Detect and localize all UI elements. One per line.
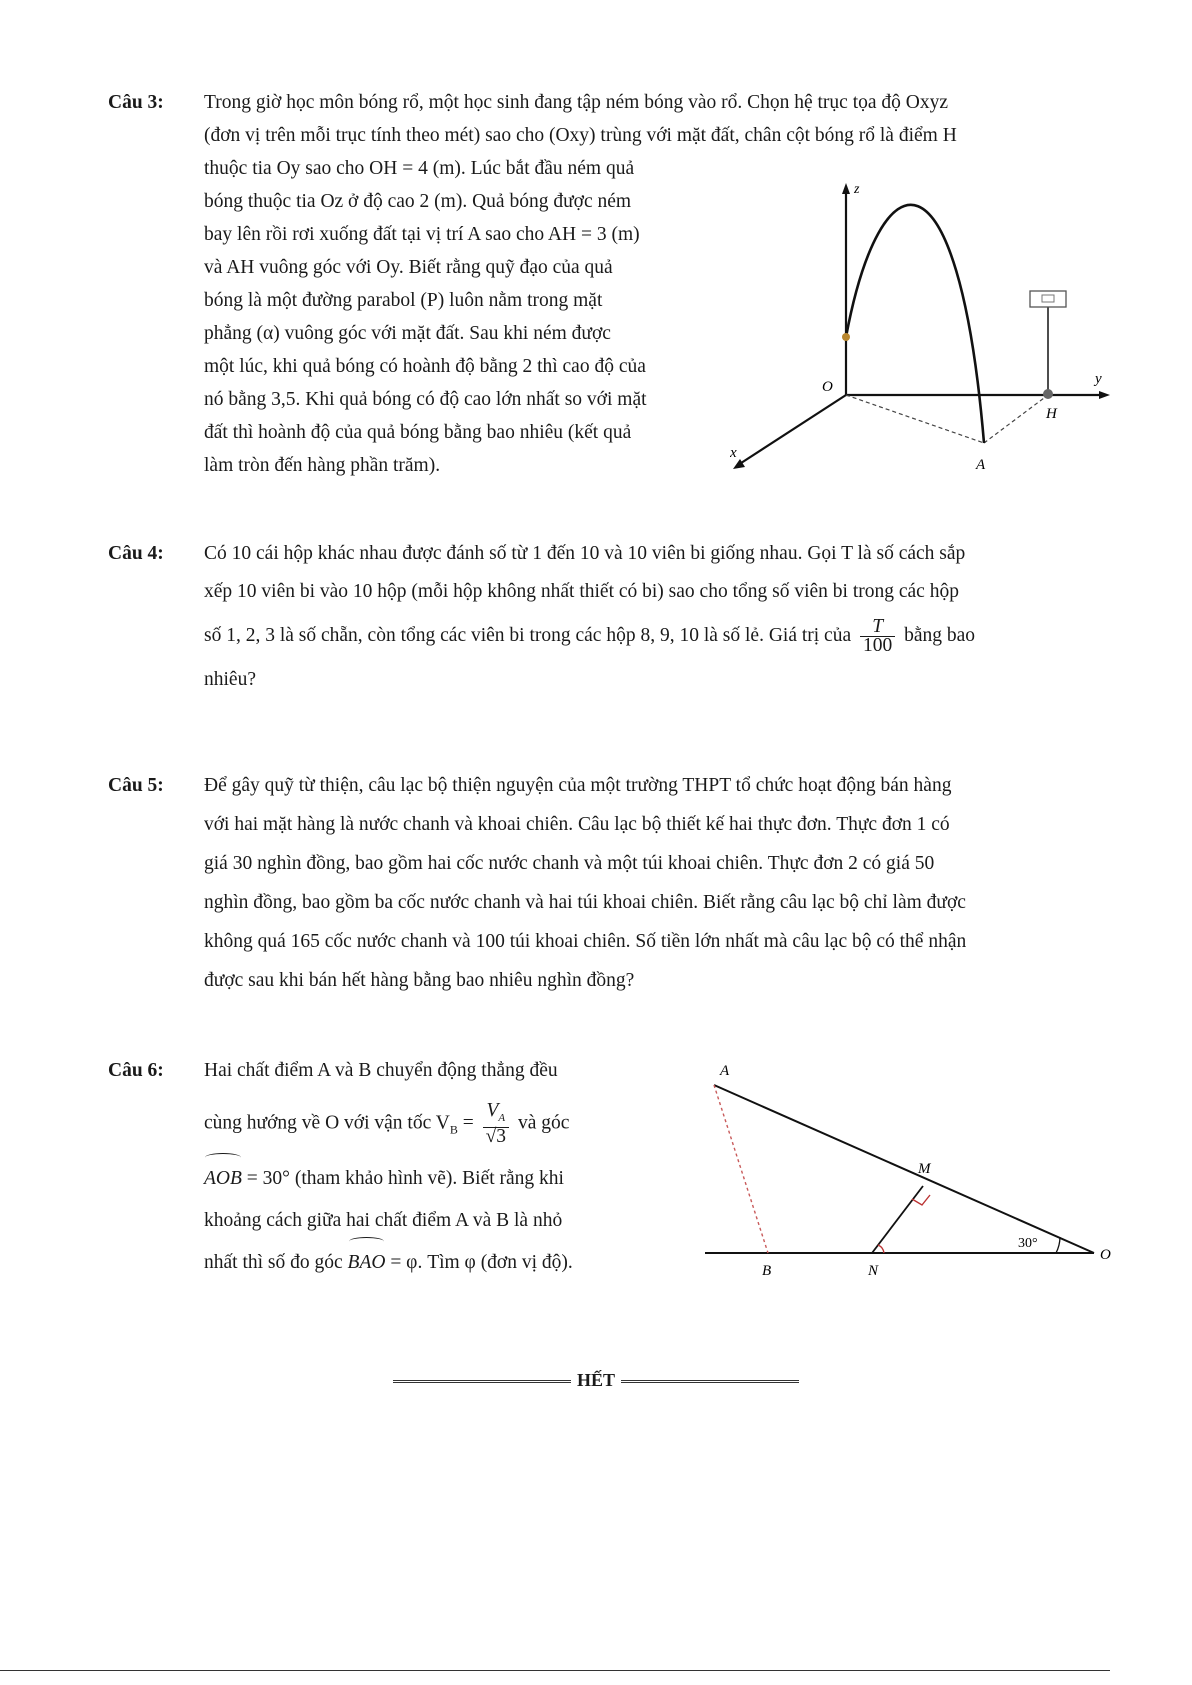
y-axis-arrow <box>1099 391 1110 399</box>
q3-line: bóng là một đường parabol (P) luôn nằm trong mặt <box>204 290 603 311</box>
q4-line3b: bằng bao <box>904 625 976 646</box>
q6-line5a: nhất thì số đo góc <box>204 1252 343 1274</box>
label-O: O <box>822 379 833 395</box>
q4-line3 <box>204 617 1108 655</box>
fraction-denominator: 100 <box>863 635 893 657</box>
angle-mark-O <box>1056 1237 1060 1253</box>
question-4-label: Câu 4: <box>108 543 164 564</box>
label-A: A <box>976 457 986 473</box>
label-A: A <box>720 1063 730 1079</box>
q3-line: (đơn vị trên mỗi trục tính theo mét) sao cho (Oxy) trùng với mặt đất, chân cột bóng rổ là điểm H <box>204 125 957 146</box>
q5-line: với hai mặt hàng là nước chanh và khoai chiên. Câu lạc bộ thiết kế hai thực đơn. Thực đơn 1 có <box>204 814 950 835</box>
fraction-numerator: T <box>860 618 895 637</box>
label-O: O <box>1100 1247 1111 1263</box>
ball-start-point <box>842 333 850 341</box>
x-axis <box>738 395 846 465</box>
q5-line: được sau khi bán hết hàng bằng bao nhiêu nghìn đồng? <box>204 970 635 991</box>
end-rule-left <box>393 1380 571 1383</box>
q6-line2 <box>204 1102 660 1150</box>
parabola-trajectory <box>846 205 984 443</box>
q6-line: khoảng cách giữa hai chất điểm A và B là nhỏ <box>204 1210 563 1232</box>
dashed-AH <box>984 395 1048 443</box>
va-symbol: V <box>486 1100 499 1121</box>
motion-figure <box>700 1055 1120 1285</box>
q4-line: xếp 10 viên bi vào 10 hộp (mỗi hộp không nhất thiết có bi) sao cho tổng số viên bi trong các hộp <box>204 581 959 602</box>
pole-base <box>1043 389 1053 399</box>
q3-line: Trong giờ học môn bóng rổ, một học sinh đang tập ném bóng vào rổ. Chọn hệ trục tọa độ Oxyz <box>204 92 948 113</box>
bottom-border <box>0 1670 1110 1671</box>
question-3-label: Câu 3: <box>108 92 164 113</box>
q3-line: phẳng (α) vuông góc với mặt đất. Sau khi ném được <box>204 323 611 344</box>
q3-line: làm tròn đến hàng phần trăm). <box>204 455 441 476</box>
fraction-denominator: √3 <box>485 1125 507 1147</box>
label-30deg: 30° <box>1018 1236 1038 1251</box>
q3-line: bay lên rồi rơi xuống đất tại vị trí A sao cho AH = 3 (m) <box>204 224 640 245</box>
q3-line: một lúc, khi quả bóng có hoành độ bằng 2 thì cao độ của <box>204 356 646 377</box>
vb-subscript: B <box>449 1122 458 1137</box>
q6-line: Hai chất điểm A và B chuyển động thẳng đều <box>204 1060 558 1081</box>
label-H: H <box>1046 406 1057 422</box>
label-B: B <box>762 1263 772 1279</box>
end-rule-right <box>621 1380 799 1383</box>
basketball-figure <box>730 175 1130 495</box>
line-AO <box>714 1085 1094 1253</box>
q5-line: giá 30 nghìn đồng, bao gồm hai cốc nước chanh và một túi khoai chiên. Thực đơn 2 có giá 50 <box>204 853 935 874</box>
segment-NM <box>872 1186 923 1253</box>
question-5-label: Câu 5: <box>108 775 164 796</box>
equals-sign: = <box>462 1112 474 1134</box>
label-x: x <box>730 445 737 461</box>
q5-line: nghìn đồng, bao gồm ba cốc nước chanh và hai túi khoai chiên. Biết rằng câu lạc bộ chỉ làm được <box>204 892 966 913</box>
z-axis-arrow <box>842 183 850 194</box>
end-marker <box>0 1370 1192 1391</box>
q6-line3-text: = 30° (tham khảo hình vẽ). Biết rằng khi <box>246 1168 564 1190</box>
label-N: N <box>868 1263 879 1279</box>
q6-line2b: và góc <box>517 1112 570 1134</box>
question-5 <box>108 766 1108 1000</box>
q6-line5b: = φ. Tìm φ (đơn vị độ). <box>390 1252 573 1274</box>
label-y: y <box>1095 371 1102 387</box>
q4-line: Có 10 cái hộp khác nhau được đánh số từ 1 đến 10 và 10 viên bi giống nhau. Gọi T là số cách sắp <box>204 543 966 564</box>
angle-bao: BAO <box>348 1242 386 1284</box>
q3-line: và AH vuông góc với Oy. Biết rằng quỹ đạo của quả <box>204 257 613 278</box>
q6-line5 <box>204 1242 660 1284</box>
fraction-T-over-100 <box>860 618 895 655</box>
angle-mark-N <box>878 1245 884 1253</box>
q4-line3a: số 1, 2, 3 là số chẵn, còn tổng các viên bi trong các hộp 8, 9, 10 là số lẻ. Giá trị của <box>204 625 852 646</box>
dashed-AB <box>714 1085 768 1253</box>
label-z: z <box>854 182 860 197</box>
q6-line2a: cùng hướng về O với vận tốc V <box>204 1112 450 1134</box>
question-6-label: Câu 6: <box>108 1060 164 1081</box>
q6-line3 <box>204 1158 660 1200</box>
angle-aob: AOB <box>204 1158 242 1200</box>
q3-line: thuộc tia Oy sao cho OH = 4 (m). Lúc bắt đầu ném quả <box>204 158 635 179</box>
label-M: M <box>918 1161 931 1177</box>
dashed-OA <box>846 395 984 443</box>
q3-line: nó bằng 3,5. Khi quả bóng có độ cao lớn nhất so với mặt <box>204 389 647 410</box>
va-subscript: A <box>498 1111 506 1124</box>
question-4 <box>108 535 1108 699</box>
fraction-va-over-sqrt3 <box>483 1102 509 1146</box>
end-text: HẾT <box>576 1370 615 1390</box>
q4-line: nhiêu? <box>204 669 256 691</box>
fraction-numerator <box>483 1102 509 1128</box>
q3-line: bóng thuộc tia Oz ở độ cao 2 (m). Quả bóng được ném <box>204 191 632 212</box>
q5-line: không quá 165 cốc nước chanh và 100 túi khoai chiên. Số tiền lớn nhất mà câu lạc bộ có thể nhận <box>204 931 967 952</box>
q3-line: đất thì hoành độ của quả bóng bằng bao nhiêu (kết quả <box>204 422 632 443</box>
q5-line: Để gây quỹ từ thiện, câu lạc bộ thiện nguyện của một trường THPT tổ chức hoạt động bán hàng <box>204 775 952 796</box>
backboard <box>1030 291 1066 307</box>
